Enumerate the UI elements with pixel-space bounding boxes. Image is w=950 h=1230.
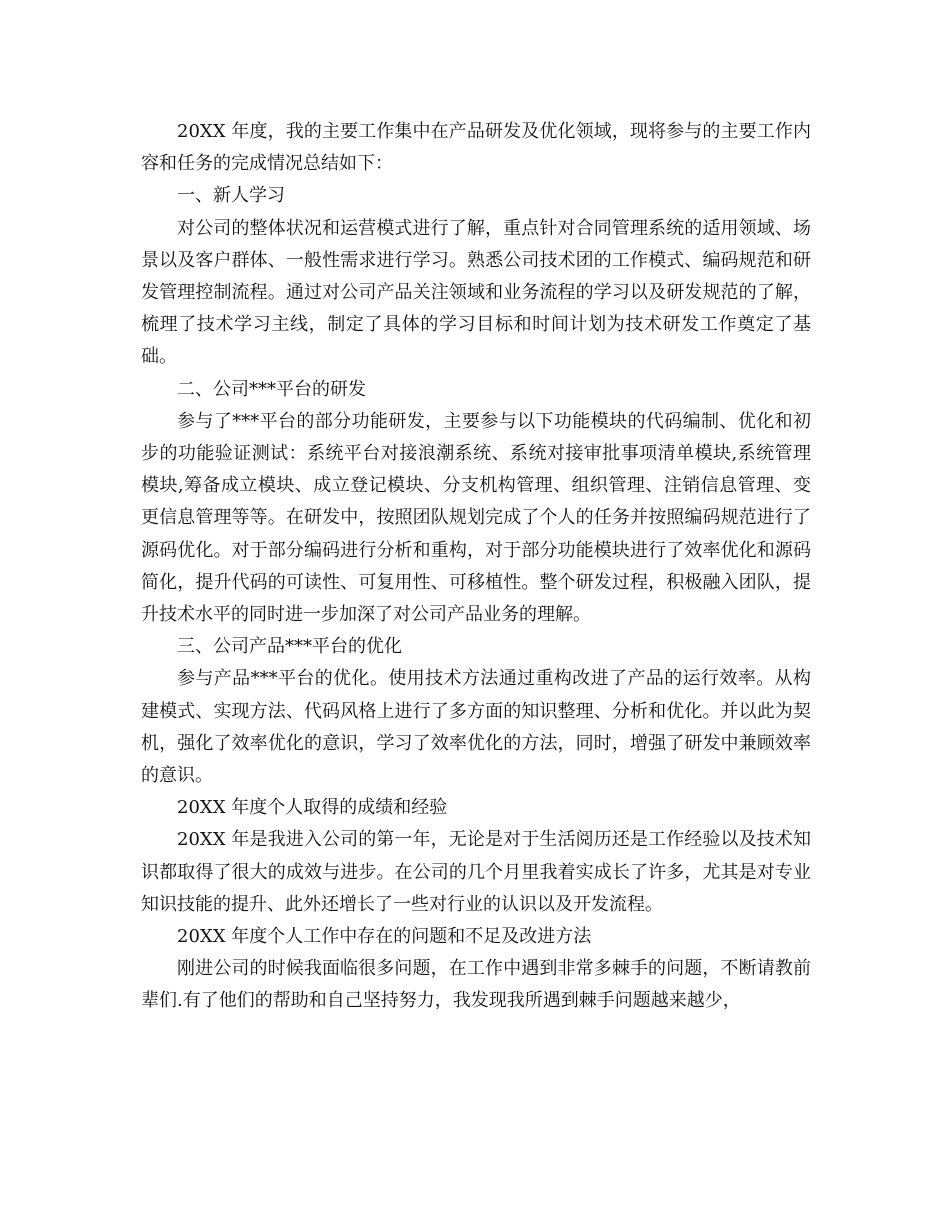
section-heading-platform-development: 二、公司***平台的研发 (177, 378, 366, 400)
achievements-paragraph: 20XX 年是我进入公司的第一年，无论是对于生活阅历还是工作经验以及技术知识都取得了很大的成效与进步。在公司的几个月里我着实成长了许多，尤其是对专业知识技能的提升、此外还增长了一些对行业的认识以及开发流程。 (141, 829, 811, 915)
problems-paragraph: 刚进公司的时候我面临很多问题，在工作中遇到非常多棘手的问题，不断请教前辈们.有了他们的帮助和自己坚持努力，我发现我所遇到棘手问题越来越少， (141, 958, 811, 1012)
section-heading-new-employee-learning: 一、新人学习 (177, 185, 285, 207)
section-heading-problems: 20XX 年度个人工作中存在的问题和不足及改进方法 (177, 926, 592, 948)
document-body (141, 116, 811, 1018)
new-employee-learning-paragraph: 对公司的整体状况和运营模式进行了解，重点针对合同管理系统的适用领域、场景以及客户群体、一般性需求进行学习。熟悉公司技术团的工作模式、编码规范和研发管理控制流程。通过对公司产品关注领域和业务流程的学习以及研发规范的了解，梳理了技术学习主线，制定了具体的学习目标和时间计划为技术研发工作奠定了基础。 (141, 217, 811, 368)
intro-paragraph: 20XX 年度，我的主要工作集中在产品研发及优化领域，现将参与的主要工作内容和任务的完成情况总结如下： (141, 121, 811, 175)
platform-optimization-paragraph: 参与产品***平台的优化。使用技术方法通过重构改进了产品的运行效率。从构建模式、实现方法、代码风格上进行了多方面的知识整理、分析和优化。并以此为契机，强化了效率优化的意识，学习了效率优化的方法，同时，增强了研发中兼顾效率的意识。 (141, 668, 811, 787)
section-heading-platform-optimization: 三、公司产品***平台的优化 (177, 636, 402, 658)
section-heading-achievements: 20XX 年度个人取得的成绩和经验 (177, 797, 448, 819)
platform-development-paragraph: 参与了***平台的部分功能研发，主要参与以下功能模块的代码编制、优化和初步的功能验证测试：系统平台对接浪潮系统、系统对接审批事项清单模块,系统管理模块,筹备成立模块、成立登记模块、分支机构管理、组织管理、注销信息管理、变更信息管理等等。在研发中，按照团队规划完成了个人的任务并按照编码规范进行了源码优化。对于部分编码进行分析和重构，对于部分功能模块进行了效率优化和源码简化，提升代码的可读性、可复用性、可移植性。整个研发过程，积极融入团队，提升技术水平的同时进一步加深了对公司产品业务的理解。 (141, 410, 811, 626)
